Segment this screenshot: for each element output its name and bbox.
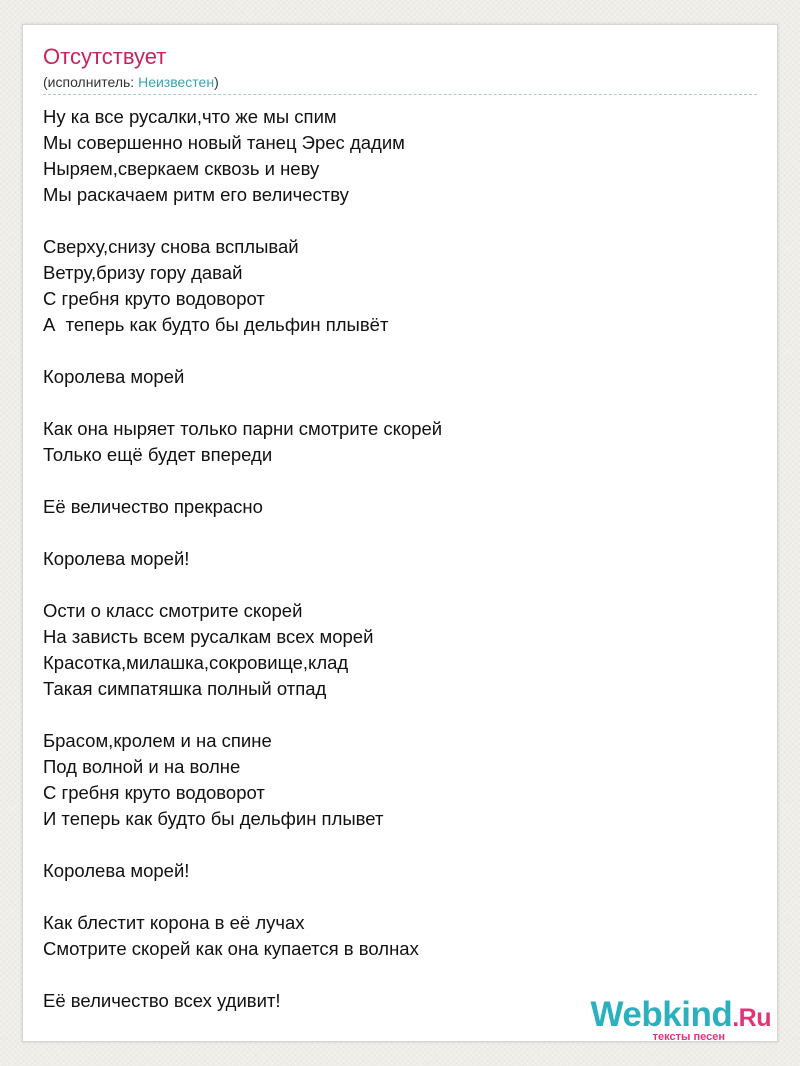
lyric-line: Красотка,милашка,сокровище,клад <box>43 652 349 673</box>
lyric-line: Королева морей! <box>43 548 190 569</box>
lyric-line: Брасом,кролем и на спине <box>43 730 272 751</box>
lyric-line: Ветру,бризу гору давай <box>43 262 243 283</box>
webkind-logo[interactable] <box>571 995 771 1041</box>
stanza-gap <box>43 468 743 494</box>
stanza-gap <box>43 962 743 988</box>
lyrics-text <box>43 104 743 1014</box>
lyric-line: Смотрите скорей как она купается в волнах <box>43 938 419 959</box>
lyric-line: Её величество прекрасно <box>43 496 263 517</box>
artist-line <box>43 73 219 91</box>
logo-tld: .Ru <box>732 1004 771 1032</box>
lyric-line: Сверху,снизу снова всплывай <box>43 236 299 257</box>
logo-name: Webkind <box>590 995 733 1034</box>
title-divider <box>43 94 757 95</box>
lyric-line: Под волной и на волне <box>43 756 241 777</box>
lyric-line: Её величество всех удивит! <box>43 990 281 1011</box>
lyric-line: Королева морей! <box>43 860 190 881</box>
stanza-gap <box>43 390 743 416</box>
lyric-line: Ныряем,сверкаем сквозь и неву <box>43 158 320 179</box>
song-title: Отсутствует <box>43 44 167 69</box>
artist-suffix: ) <box>214 74 219 90</box>
stanza-gap <box>43 884 743 910</box>
lyric-line: С гребня круто водоворот <box>43 288 265 309</box>
lyric-line: Такая симпатяшка полный отпад <box>43 678 327 699</box>
lyric-line: Ости о класс смотрите скорей <box>43 600 303 621</box>
lyrics-sheet <box>22 24 778 1042</box>
stanza-gap <box>43 208 743 234</box>
lyric-line: Мы раскачаем ритм его величеству <box>43 184 349 205</box>
lyric-line: На зависть всем русалкам всех морей <box>43 626 374 647</box>
lyric-line: И теперь как будто бы дельфин плывет <box>43 808 384 829</box>
stanza-gap <box>43 832 743 858</box>
lyric-line: Как блестит корона в её лучах <box>43 912 305 933</box>
stanza-gap <box>43 572 743 598</box>
artist-prefix: (исполнитель: <box>43 74 139 90</box>
lyric-line: Только ещё будет впереди <box>43 444 273 465</box>
stanza-gap <box>43 702 743 728</box>
lyric-line: С гребня круто водоворот <box>43 782 265 803</box>
lyric-line: Мы совершенно новый танец Эрес дадим <box>43 132 405 153</box>
lyric-line: Как она ныряет только парни смотрите скорей <box>43 418 443 439</box>
artist-link[interactable]: Неизвестен <box>138 74 215 90</box>
lyric-line: Ну ка все русалки,что же мы спим <box>43 106 337 127</box>
stanza-gap <box>43 520 743 546</box>
lyric-line: А теперь как будто бы дельфин плывёт <box>43 314 389 335</box>
stanza-gap <box>43 338 743 364</box>
lyric-line: Королева морей <box>43 366 185 387</box>
logo-tagline: тексты песен <box>652 1031 725 1043</box>
